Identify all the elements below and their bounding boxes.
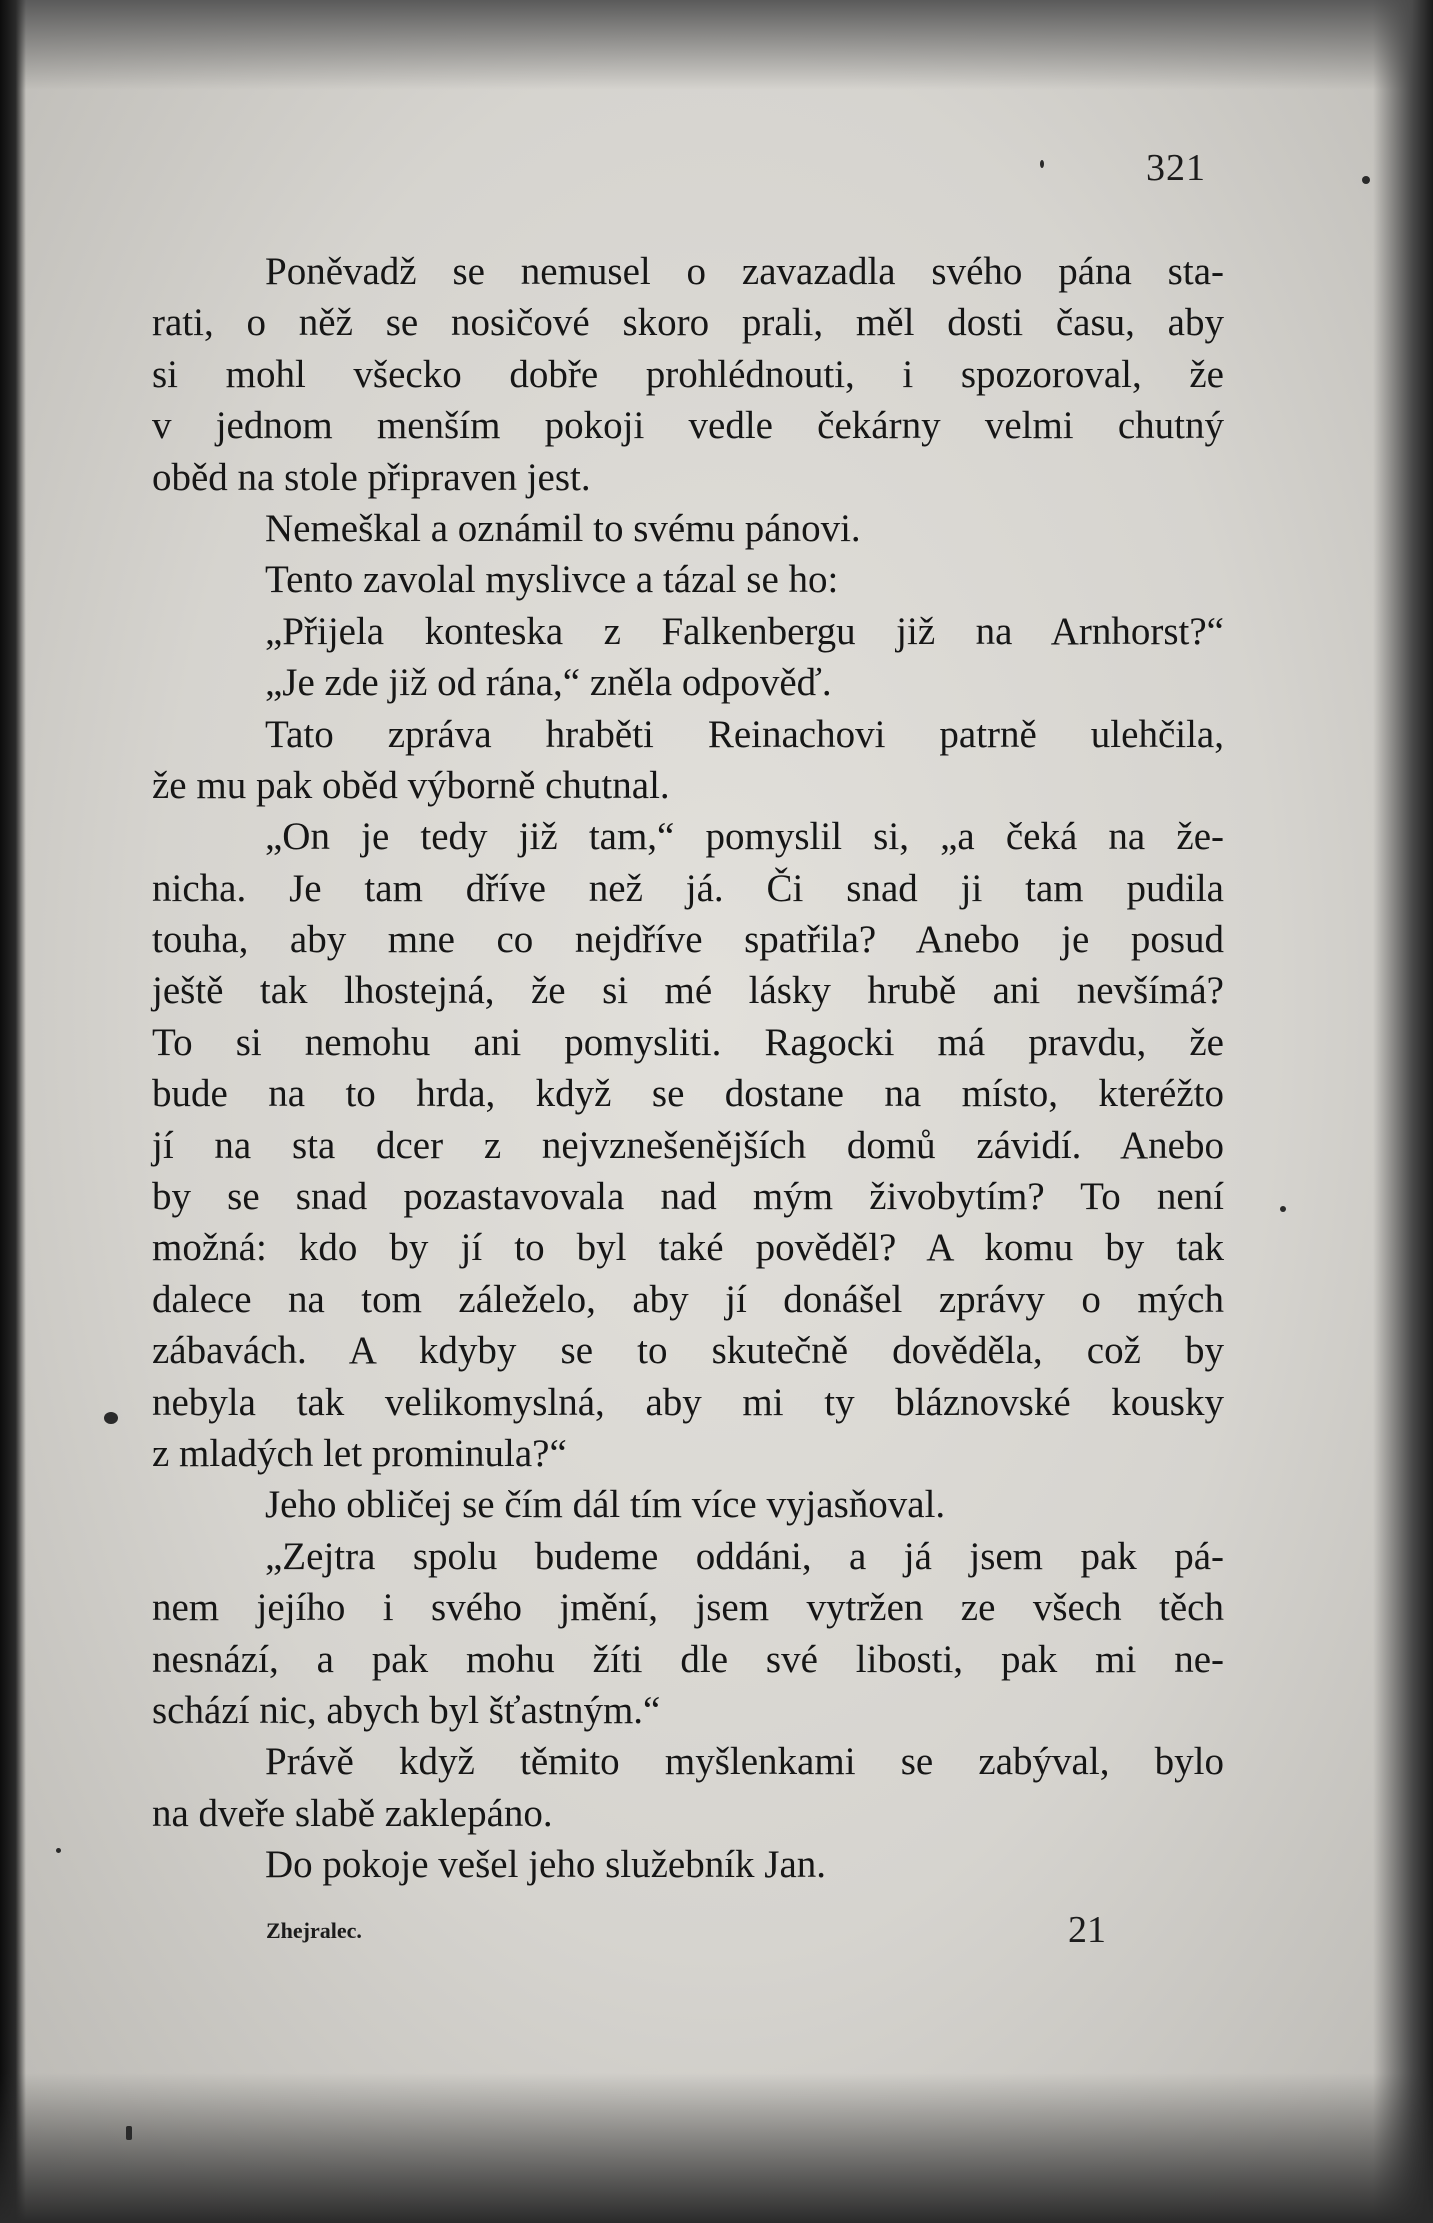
text-line: Tento zavolal myslivce a tázal se ho:	[265, 558, 839, 602]
text-line: si mohl všecko dobře prohlédnouti, i spozoroval, že	[152, 352, 1224, 396]
text-line: zábavách. A kdyby se to skutečně dověděla, což by	[152, 1329, 1224, 1373]
scan-speck	[104, 1412, 118, 1424]
scan-speck	[1280, 1206, 1286, 1212]
body-text	[152, 246, 1224, 1891]
sheet-number: 21	[1068, 1909, 1106, 1951]
scan-right-edge	[1373, 0, 1433, 2223]
text-line: oběd na stole připraven jest.	[152, 455, 591, 499]
text-line: z mladých let prominula?“	[152, 1431, 567, 1475]
text-line: Právě když těmito myšlenkami se zabýval, bylo	[265, 1740, 1224, 1784]
text-line: Tato zpráva hraběti Reinachovi patrně ulehčila,	[265, 712, 1224, 756]
text-line: „On je tedy již tam,“ pomyslil si, „a čeká na že-	[265, 815, 1224, 859]
text-line: Nemeškal a oznámil to svému pánovi.	[265, 506, 861, 550]
scan-speck	[1040, 160, 1044, 168]
text-line: možná: kdo by jí to byl také pověděl? A komu by tak	[152, 1226, 1224, 1270]
printer-signature: Zhejralec.	[266, 1918, 362, 1943]
text-line: touha, aby mne co nejdříve spatřila? Anebo je posud	[152, 918, 1224, 962]
scan-speck	[56, 1848, 61, 1853]
scan-speck	[126, 2126, 132, 2140]
text-line: rati, o něž se nosičové skoro prali, měl dosti času, aby	[152, 301, 1224, 345]
text-line: na dveře slabě zaklepáno.	[152, 1791, 553, 1835]
page-footer	[266, 1908, 1106, 1958]
scan-left-edge	[0, 0, 26, 2223]
text-line: „Je zde již od rána,“ zněla odpověď.	[265, 661, 832, 705]
text-line: nicha. Je tam dříve než já. Či snad ji tam pudila	[152, 866, 1224, 910]
text-line: bude na to hrda, když se dostane na místo, kteréžto	[152, 1072, 1224, 1116]
text-line: „Přijela konteska z Falkenbergu již na Arnhorst?“	[265, 609, 1224, 653]
text-line: nesnází, a pak mohu žíti dle své libosti, pak mi ne-	[152, 1637, 1224, 1681]
text-line: nebyla tak velikomyslná, aby mi ty bláznovské kousky	[152, 1380, 1224, 1424]
text-line: „Zejtra spolu budeme oddáni, a já jsem pak pá-	[265, 1534, 1224, 1578]
text-line: nem jejího i svého jmění, jsem vytržen ze všech těch	[152, 1586, 1224, 1630]
text-line: Poněvadž se nemusel o zavazadla svého pána sta-	[265, 250, 1224, 293]
text-line: To si nemohu ani pomysliti. Ragocki má pravdu, že	[152, 1020, 1224, 1064]
text-line: že mu pak oběd výborně chutnal.	[152, 763, 670, 807]
text-line: Do pokoje vešel jeho služebník Jan.	[265, 1843, 827, 1887]
text-line: by se snad pozastavovala nad mým živobytím? To není	[152, 1175, 1224, 1219]
text-line: v jednom menším pokoji vedle čekárny velmi chutný	[152, 404, 1224, 448]
scan-bottom-shadow	[0, 2073, 1433, 2223]
text-line: jí na sta dcer z nejvznešenějších domů závidí. Anebo	[152, 1123, 1224, 1167]
text-line: ještě tak lhostejná, že si mé lásky hrubě ani nevšímá?	[152, 969, 1224, 1013]
text-line: Jeho obličej se čím dál tím více vyjasňoval.	[265, 1483, 946, 1527]
scan-speck	[1362, 176, 1370, 184]
scan-top-shadow	[0, 0, 1433, 90]
text-line: schází nic, abych byl šťastným.“	[152, 1688, 661, 1732]
text-line: dalece na tom záleželo, aby jí donášel zprávy o mých	[152, 1277, 1224, 1321]
page-number: 321	[1146, 147, 1206, 189]
